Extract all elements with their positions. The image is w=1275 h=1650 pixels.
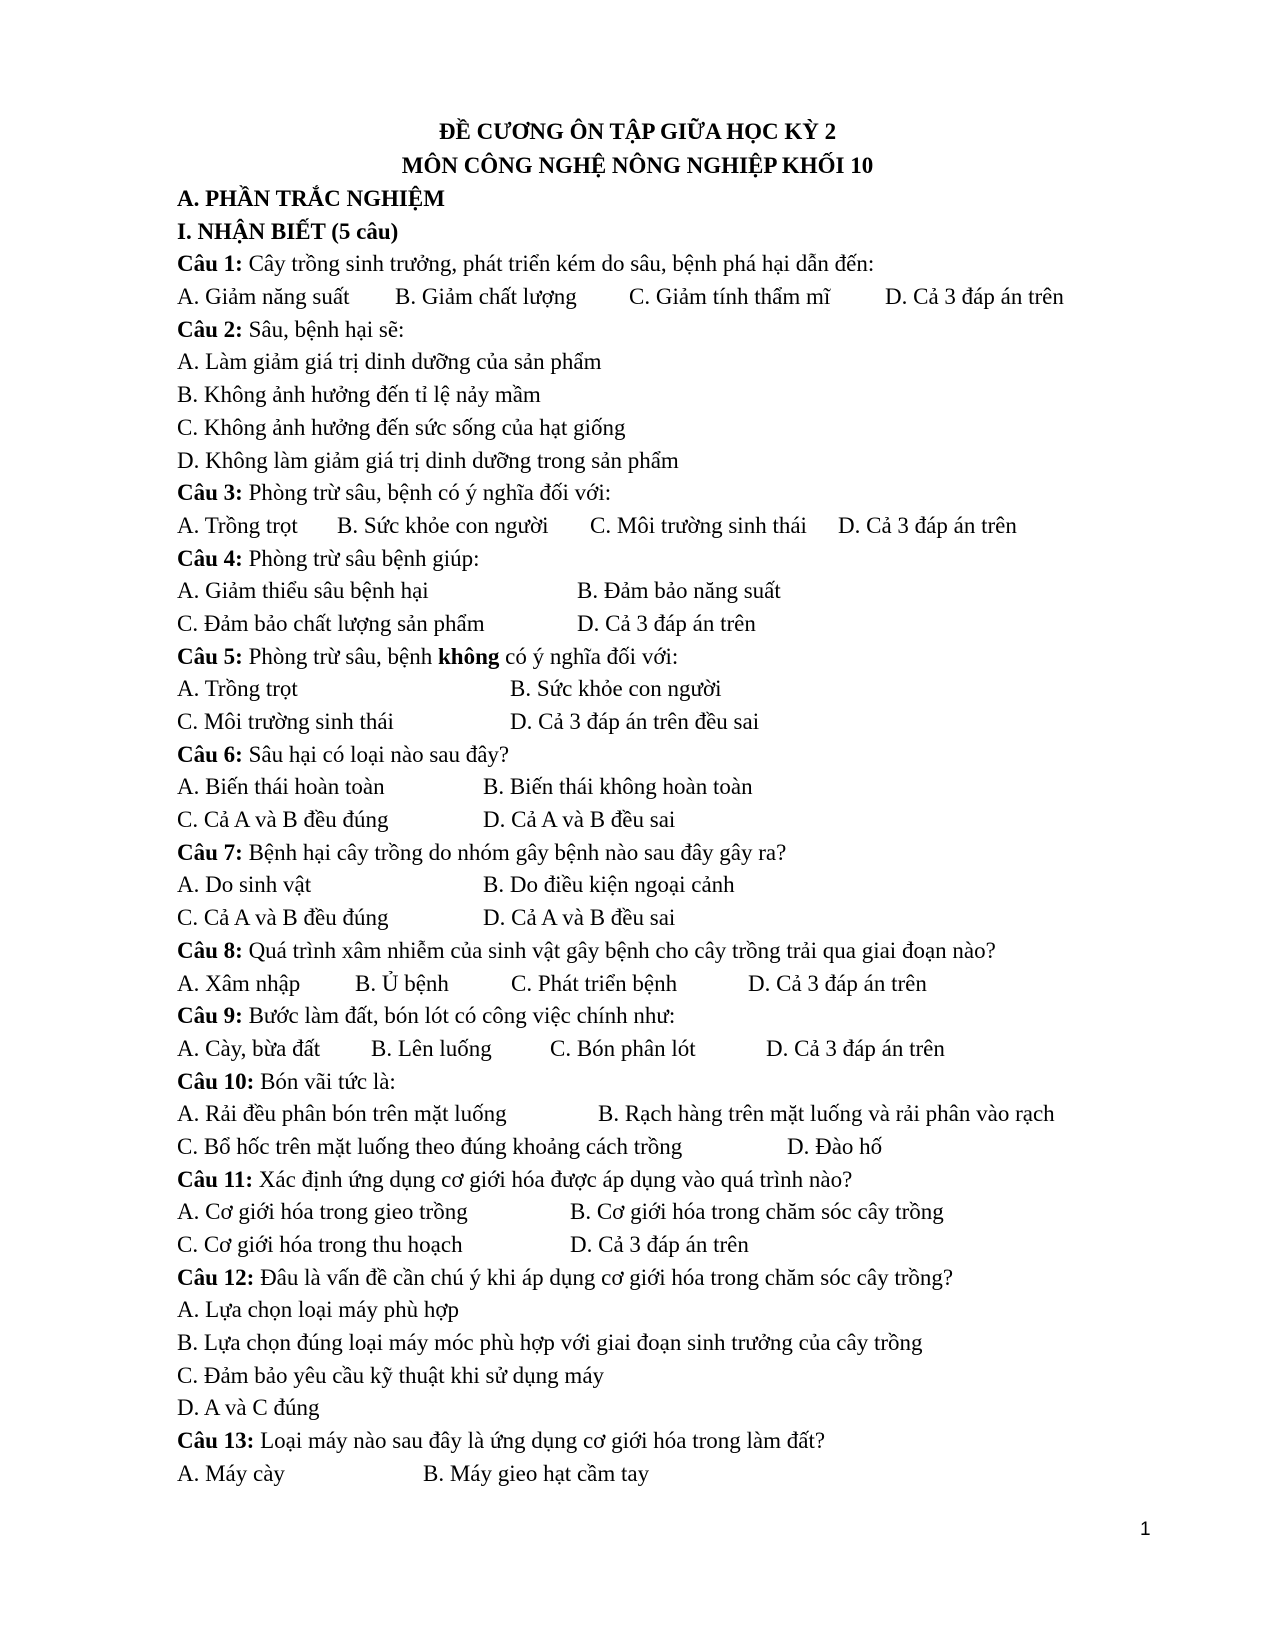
question-label: Câu 7: <box>177 839 243 865</box>
option-b: B. Cơ giới hóa trong chăm sóc cây trồng <box>570 1199 944 1225</box>
question-label: Câu 4: <box>177 545 243 571</box>
question-text: Bón vãi tức là: <box>254 1068 396 1094</box>
question-text: Cây trồng sinh trưởng, phát triển kém do sâu, bệnh phá hại dẫn đến: <box>242 251 875 277</box>
option-c: C. Bón phân lót <box>550 1035 696 1061</box>
question-12 <box>177 1262 1177 1295</box>
subsection-heading: I. NHẬN BIẾT (5 câu) <box>177 218 399 244</box>
question-text: có ý nghĩa đối với: <box>499 643 679 669</box>
option-a: A. Giảm năng suất <box>177 284 350 310</box>
question-label: Câu 12: <box>177 1264 255 1290</box>
options-row <box>177 869 1177 902</box>
question-3 <box>177 477 1177 510</box>
question-label: Câu 3: <box>177 480 243 506</box>
option-b: B. Máy gieo hạt cầm tay <box>423 1460 650 1486</box>
question-label: Câu 10: <box>177 1068 255 1094</box>
option-a: A. Làm giảm giá trị dinh dưỡng của sản phẩm <box>177 349 602 375</box>
option-a: A. Giảm thiểu sâu bệnh hại <box>177 578 429 604</box>
question-list <box>177 183 1177 1491</box>
option-d: D. Cả 3 đáp án trên đều sai <box>510 709 760 734</box>
option-d: D. Cả 3 đáp án trên <box>570 1232 749 1257</box>
options-row <box>177 1196 1177 1229</box>
page-title: ĐỀ CƯƠNG ÔN TẬP GIỮA HỌC KỲ 2 <box>438 119 837 144</box>
option-b: B. Rạch hàng trên mặt luống và rải phân vào rạch <box>598 1101 1055 1127</box>
question-emphasis: không <box>438 643 500 669</box>
option-d: D. Cả 3 đáp án trên <box>838 512 1017 538</box>
option-a: A. Cơ giới hóa trong gieo trồng <box>177 1199 468 1225</box>
question-text: Phòng trừ sâu, bệnh <box>242 643 438 669</box>
options-row <box>177 771 1177 804</box>
option-a: A. Máy cày <box>177 1460 285 1486</box>
option-a: A. Lựa chọn loại máy phù hợp <box>177 1297 460 1323</box>
option-d: D. Cả A và B đều sai <box>483 905 676 931</box>
option-b: B. Lựa chọn đúng loại máy móc phù hợp với giai đoạn sinh trưởng của cây trồng <box>177 1330 923 1356</box>
option-a: A. Trồng trọt <box>177 512 298 538</box>
options-row <box>177 673 1177 706</box>
question-label: Câu 1: <box>177 251 243 277</box>
option-a: A. Cày, bừa đất <box>177 1035 321 1061</box>
options-row <box>177 1229 1177 1262</box>
question-8 <box>177 935 1177 968</box>
options-row <box>177 281 1177 314</box>
option-b: B. Sức khỏe con người <box>510 676 722 702</box>
option-d: D. Cả 3 đáp án trên <box>577 610 756 636</box>
question-label: Câu 2: <box>177 316 243 342</box>
option-b: B. Do điều kiện ngoại cảnh <box>483 872 735 898</box>
options-row <box>177 608 1177 641</box>
question-text: Quá trình xâm nhiễm của sinh vật gây bệnh cho cây trồng trải qua giai đoạn nào? <box>242 937 996 963</box>
question-text: Bước làm đất, bón lót có công việc chính như: <box>242 1003 676 1029</box>
option-c: C. Cơ giới hóa trong thu hoạch <box>177 1232 463 1257</box>
options-row <box>177 1098 1177 1131</box>
option-a: A. Biến thái hoàn toàn <box>177 774 385 800</box>
option-c: C. Môi trường sinh thái <box>177 709 394 734</box>
option-d: D. Cả 3 đáp án trên <box>748 970 927 996</box>
question-7 <box>177 837 1177 870</box>
option-d: D. Cả 3 đáp án trên <box>766 1035 945 1061</box>
option-d: D. Đào hố <box>787 1133 883 1159</box>
question-11 <box>177 1164 1177 1197</box>
option-c: C. Đảm bảo chất lượng sản phẩm <box>177 610 485 636</box>
question-label: Câu 5: <box>177 643 243 669</box>
question-label: Câu 6: <box>177 741 243 767</box>
option-c: C. Phát triển bệnh <box>511 970 678 996</box>
page-number: 1 <box>1140 1519 1151 1540</box>
question-label: Câu 13: <box>177 1428 255 1454</box>
option-c: C. Môi trường sinh thái <box>590 512 807 538</box>
question-label: Câu 11: <box>177 1166 254 1192</box>
option-b: B. Đảm bảo năng suất <box>577 578 781 604</box>
question-1 <box>177 248 1177 281</box>
section-heading: A. PHẦN TRẮC NGHIỆM <box>177 186 445 211</box>
option-b: B. Lên luống <box>371 1035 492 1061</box>
options-row <box>177 1033 1177 1066</box>
question-label: Câu 8: <box>177 937 243 963</box>
option-a: A. Do sinh vật <box>177 872 312 898</box>
option-b: B. Ủ bệnh <box>355 970 449 996</box>
option-b: B. Không ảnh hưởng đến tỉ lệ nảy mầm <box>177 382 541 408</box>
option-a: A. Trồng trọt <box>177 676 298 702</box>
options-row <box>177 575 1177 608</box>
option-d: D. Cả 3 đáp án trên <box>885 284 1064 310</box>
option-c: C. Cả A và B đều đúng <box>177 905 389 931</box>
question-9 <box>177 1000 1177 1033</box>
question-label: Câu 9: <box>177 1003 243 1029</box>
options-row <box>177 968 1177 1001</box>
question-text: Sâu hại có loại nào sau đây? <box>242 741 510 767</box>
option-c: C. Đảm bảo yêu cầu kỹ thuật khi sử dụng máy <box>177 1362 605 1388</box>
options-row <box>177 1458 1177 1491</box>
option-a: A. Xâm nhập <box>177 970 301 996</box>
options-row <box>177 510 1177 543</box>
question-text: Đâu là vấn đề cần chú ý khi áp dụng cơ giới hóa trong chăm sóc cây trồng? <box>254 1264 954 1290</box>
option-c: C. Bổ hốc trên mặt luống theo đúng khoảng cách trồng <box>177 1133 683 1159</box>
question-13 <box>177 1425 1177 1458</box>
question-6 <box>177 739 1177 772</box>
question-text: Xác định ứng dụng cơ giới hóa được áp dụng vào quá trình nào? <box>253 1166 853 1192</box>
question-text: Loại máy nào sau đây là ứng dụng cơ giới hóa trong làm đất? <box>254 1428 826 1454</box>
options-row <box>177 804 1177 837</box>
option-c: C. Không ảnh hưởng đến sức sống của hạt giống <box>177 414 626 440</box>
question-text: Phòng trừ sâu, bệnh có ý nghĩa đối với: <box>242 480 612 506</box>
option-b: B. Biến thái không hoàn toàn <box>483 774 753 800</box>
option-a: A. Rải đều phân bón trên mặt luống <box>177 1101 507 1127</box>
option-d: D. Cả A và B đều sai <box>483 807 676 833</box>
question-2 <box>177 314 1177 347</box>
options-row <box>177 902 1177 935</box>
question-10 <box>177 1066 1177 1099</box>
question-5 <box>177 641 1177 674</box>
page-subtitle: MÔN CÔNG NGHỆ NÔNG NGHIỆP KHỐI 10 <box>401 153 874 178</box>
question-4 <box>177 543 1177 576</box>
option-c: C. Cả A và B đều đúng <box>177 807 389 833</box>
option-b: B. Sức khỏe con người <box>337 512 549 538</box>
question-text: Sâu, bệnh hại sẽ: <box>242 316 405 342</box>
option-d: D. Không làm giảm giá trị dinh dưỡng trong sản phẩm <box>177 447 679 473</box>
option-d: D. A và C đúng <box>177 1395 320 1421</box>
option-b: B. Giảm chất lượng <box>395 284 577 310</box>
option-c: C. Giảm tính thẩm mĩ <box>629 284 831 310</box>
question-text: Bệnh hại cây trồng do nhóm gây bệnh nào sau đây gây ra? <box>242 839 787 865</box>
options-row <box>177 706 1177 739</box>
question-text: Phòng trừ sâu bệnh giúp: <box>242 545 480 571</box>
options-row <box>177 1131 1177 1164</box>
